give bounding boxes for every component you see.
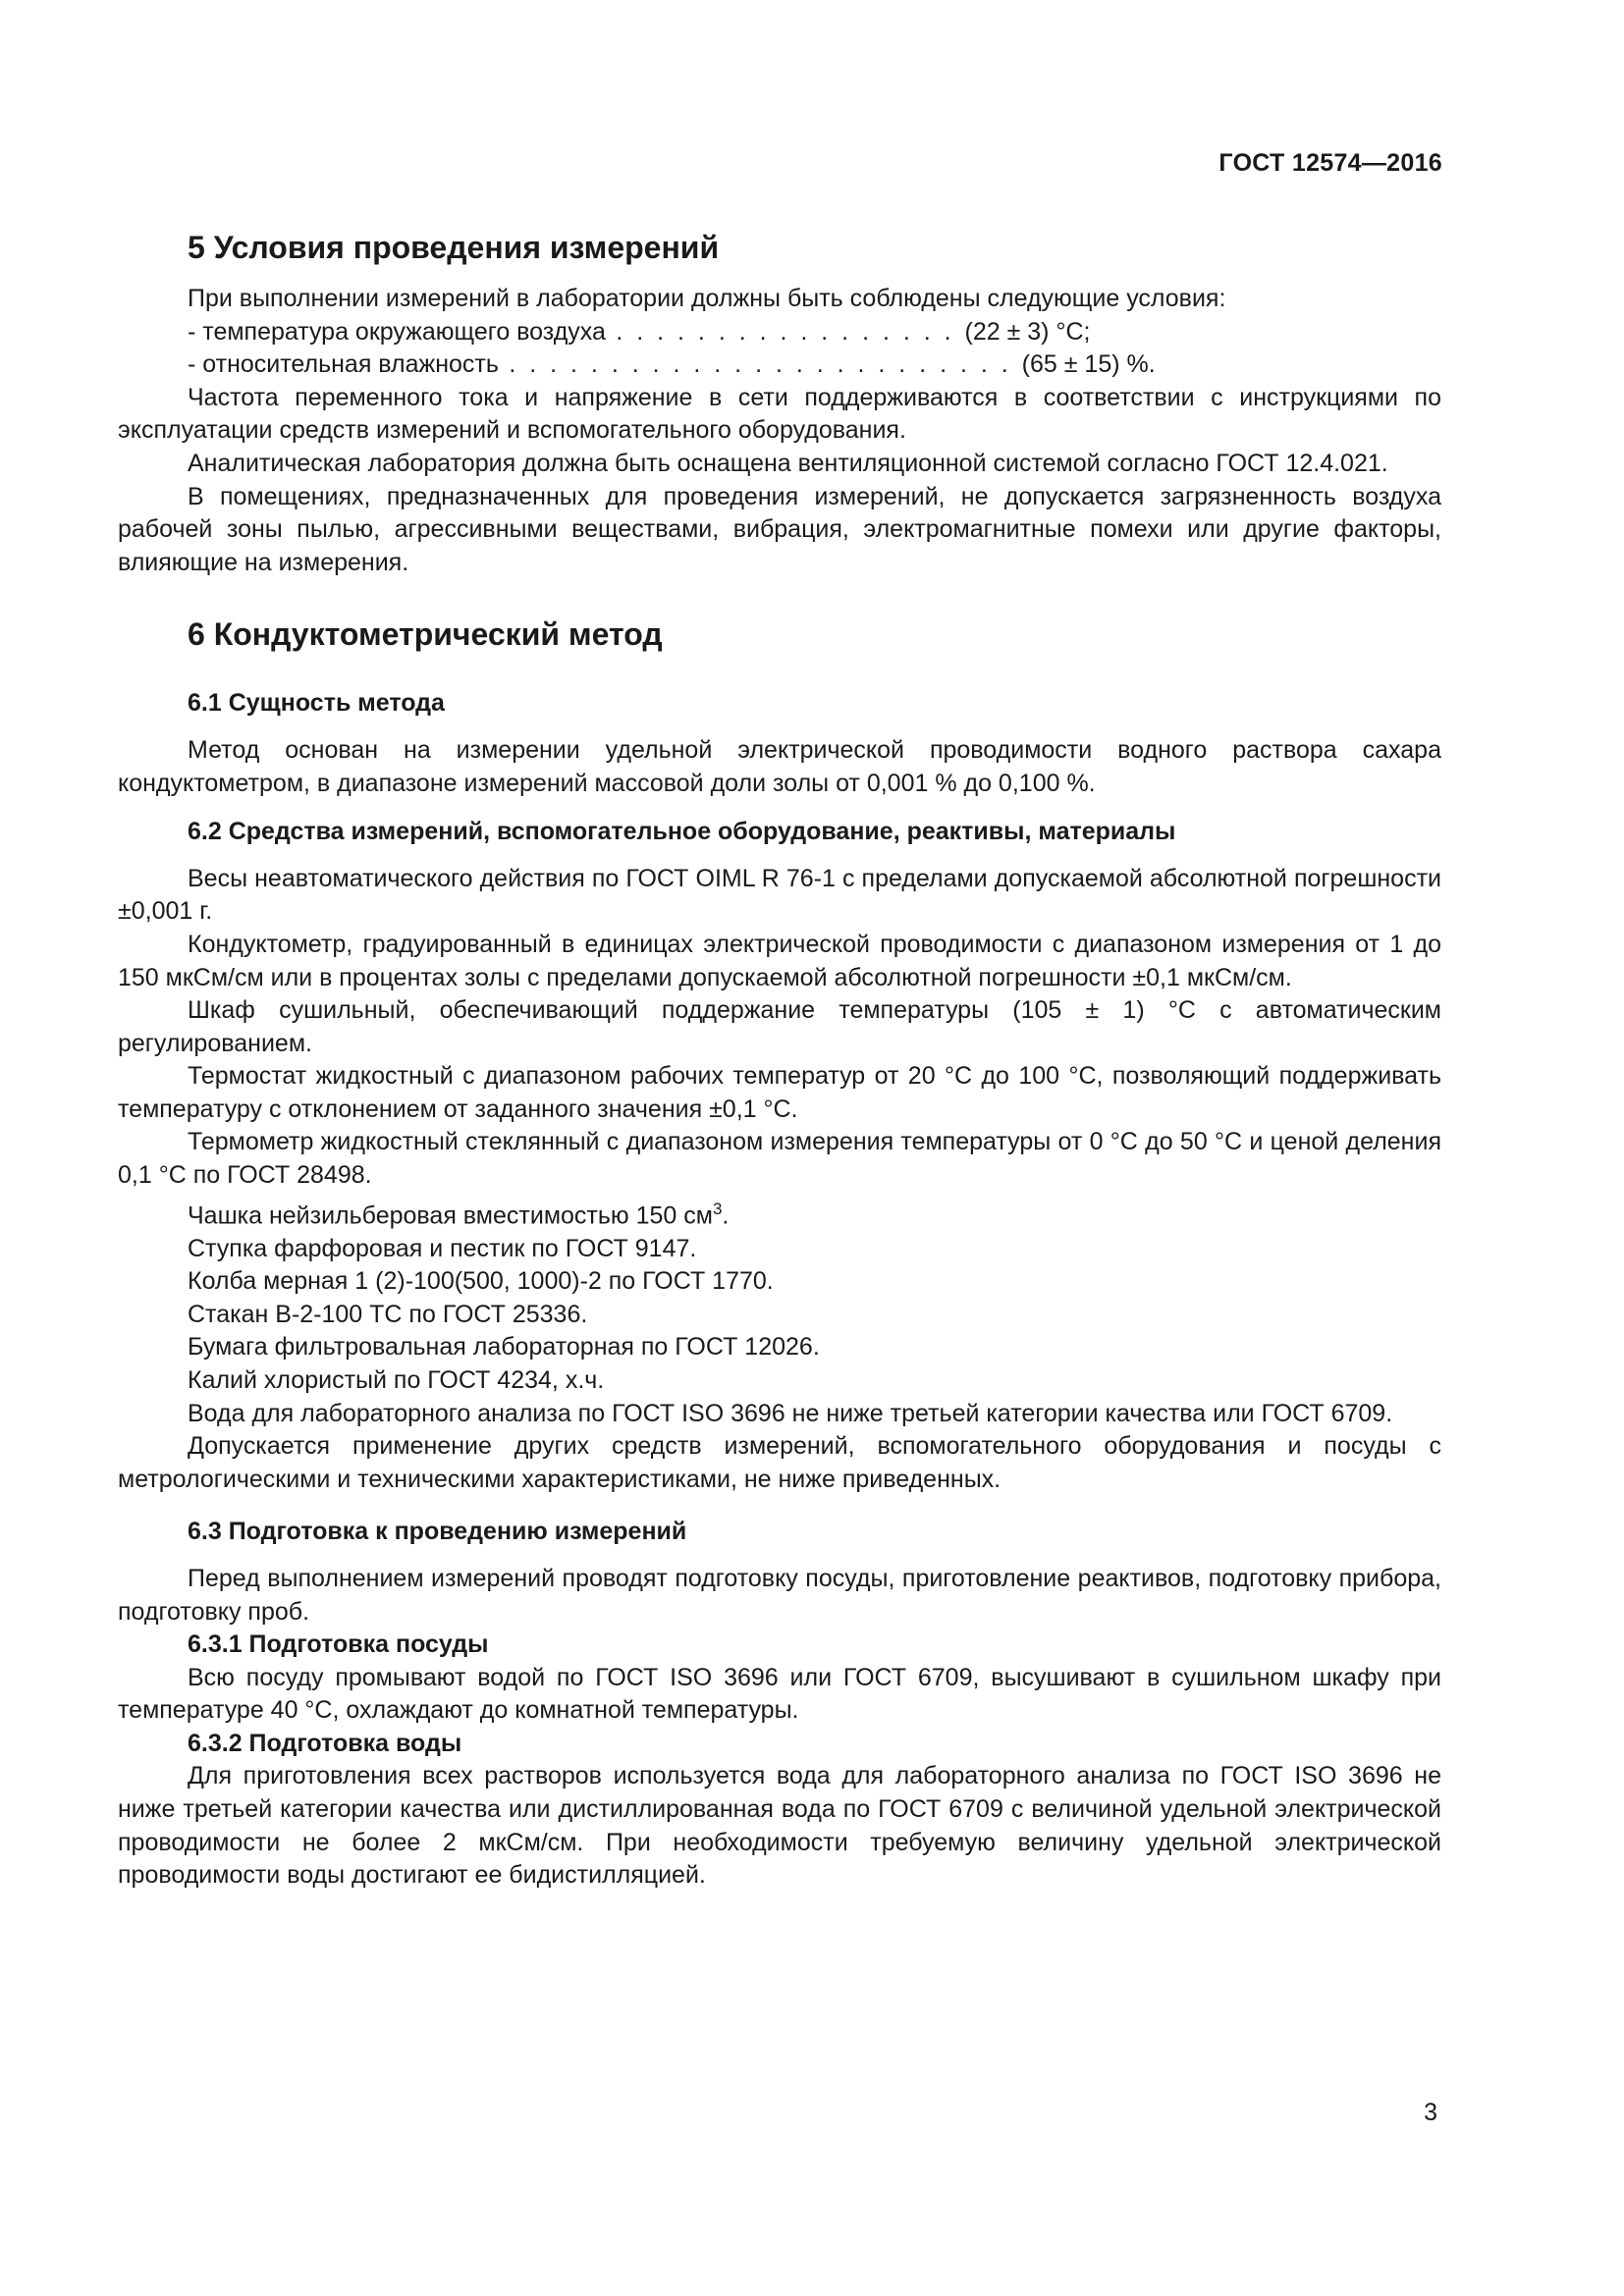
list-item: Колба мерная 1 (2)-100(500, 1000)-2 по ГОСТ 1770. [188, 1267, 774, 1296]
page-number: 3 [1424, 2099, 1437, 2126]
list-item: Калий хлористый по ГОСТ 4234, х.ч. [188, 1365, 605, 1394]
list-item: Бумага фильтровальная лабораторная по ГОСТ 12026. [188, 1333, 820, 1362]
list-item: Стакан В-2-100 ТС по ГОСТ 25336. [188, 1300, 588, 1328]
section-5-heading: 5 Условия проведения измерений [188, 230, 720, 265]
paragraph: Частота переменного тока и напряжение в сети поддерживаются в соответствии с инструкциями по эксплуатации средств измерений и вспомогательного оборудования. [118, 383, 1441, 445]
paragraph: Термостат жидкостный с диапазоном рабочих температур от 20 °С до 100 °С, позволяющий поддерживать температуру с отклонением от заданного значения ±0,1 °С. [118, 1062, 1441, 1123]
section-6-1-heading: 6.1 Сущность метода [188, 689, 445, 718]
paragraph: В помещениях, предназначенных для проведения измерений, не допускается загрязненность воздуха рабочей зоны пылью, агрессивными веществами, вибрация, электромагнитные помехи или другие факторы, влияющие на измерения. [118, 482, 1441, 576]
section-6-heading: 6 Кондуктометрический метод [188, 616, 663, 653]
section-6-3-1-heading: 6.3.1 Подготовка посуды [188, 1630, 489, 1659]
paragraph: Термометр жидкостный стеклянный с диапазоном измерения температуры от 0 °С до 50 °С и ценой деления 0,1 °С по ГОСТ 28498. [118, 1128, 1441, 1190]
paragraph: Кондуктометр, градуированный в единицах электрической проводимости с диапазоном измерения от 1 до 150 мкСм/см или в процентах золы с пределами допускаемой абсолютной погрешности ±0,1 мкСм/см. [118, 930, 1441, 991]
section-5-intro: При выполнении измерений в лаборатории должны быть соблюдены следующие условия: [188, 285, 1226, 312]
paragraph: Весы неавтоматического действия по ГОСТ OIML R 76-1 с пределами допускаемой абсолютной погрешности ±0,001 г. [118, 864, 1441, 926]
paragraph: Всю посуду промывают водой по ГОСТ ISO 3696 или ГОСТ 6709, высушивают в сушильном шкафу при температуре 40 °С, охлаждают до комнатной температуры. [118, 1663, 1441, 1725]
paragraph: Шкаф сушильный, обеспечивающий поддержание температуры (105 ± 1) °С с автоматическим регулированием. [118, 996, 1441, 1057]
paragraph: Для приготовления всех растворов используется вода для лабораторного анализа по ГОСТ ISO 3696 не ниже третьей категории качества или дистиллированная вода по ГОСТ 6709 с величиной удельной электрической проводимости не более 2 мкСм/см. При необходимости требуемую величину удельной электрической проводимости воды достигают ее бидистилляцией. [118, 1762, 1441, 1890]
section-6-3-2-heading: 6.3.2 Подготовка воды [188, 1729, 462, 1757]
condition-temperature: - температура окружающего воздуха . . . . . . . . . . . . . . . . . (22 ± 3) °С; [188, 317, 1091, 346]
section-6-2-heading: 6.2 Средства измерений, вспомогательное оборудование, реактивы, материалы [188, 818, 1176, 846]
document-code: ГОСТ 12574—2016 [1218, 149, 1442, 177]
paragraph: Метод основан на измерении удельной электрической проводимости водного раствора сахара кондуктометром, в диапазоне измерений массовой доли золы от 0,001 % до 0,100 %. [118, 735, 1441, 797]
paragraph: Перед выполнением измерений проводят подготовку посуды, приготовление реактивов, подготовку прибора, подготовку проб. [118, 1564, 1441, 1626]
section-6-3-heading: 6.3 Подготовка к проведению измерений [188, 1518, 687, 1546]
paragraph: Аналитическая лаборатория должна быть оснащена вентиляционной системой согласно ГОСТ 12.4.021. [188, 449, 1388, 477]
list-item: Ступка фарфоровая и пестик по ГОСТ 9147. [188, 1234, 697, 1262]
list-item: Чашка нейзильберовая вместимостью 150 $см^3$. [188, 1199, 730, 1229]
paragraph: Допускается применение других средств измерений, вспомогательного оборудования и посуды с метрологическими и техническими характеристиками, не ниже приведенных. [118, 1432, 1441, 1493]
paragraph: Вода для лабораторного анализа по ГОСТ ISO 3696 не ниже третьей категории качества или ГОСТ 6709. [188, 1399, 1393, 1427]
document-body [118, 228, 1441, 1893]
condition-humidity: - относительная влажность . . . . . . . . . . . . . . . . . . . . . . . . . (65 ± 15) %. [188, 350, 1156, 379]
